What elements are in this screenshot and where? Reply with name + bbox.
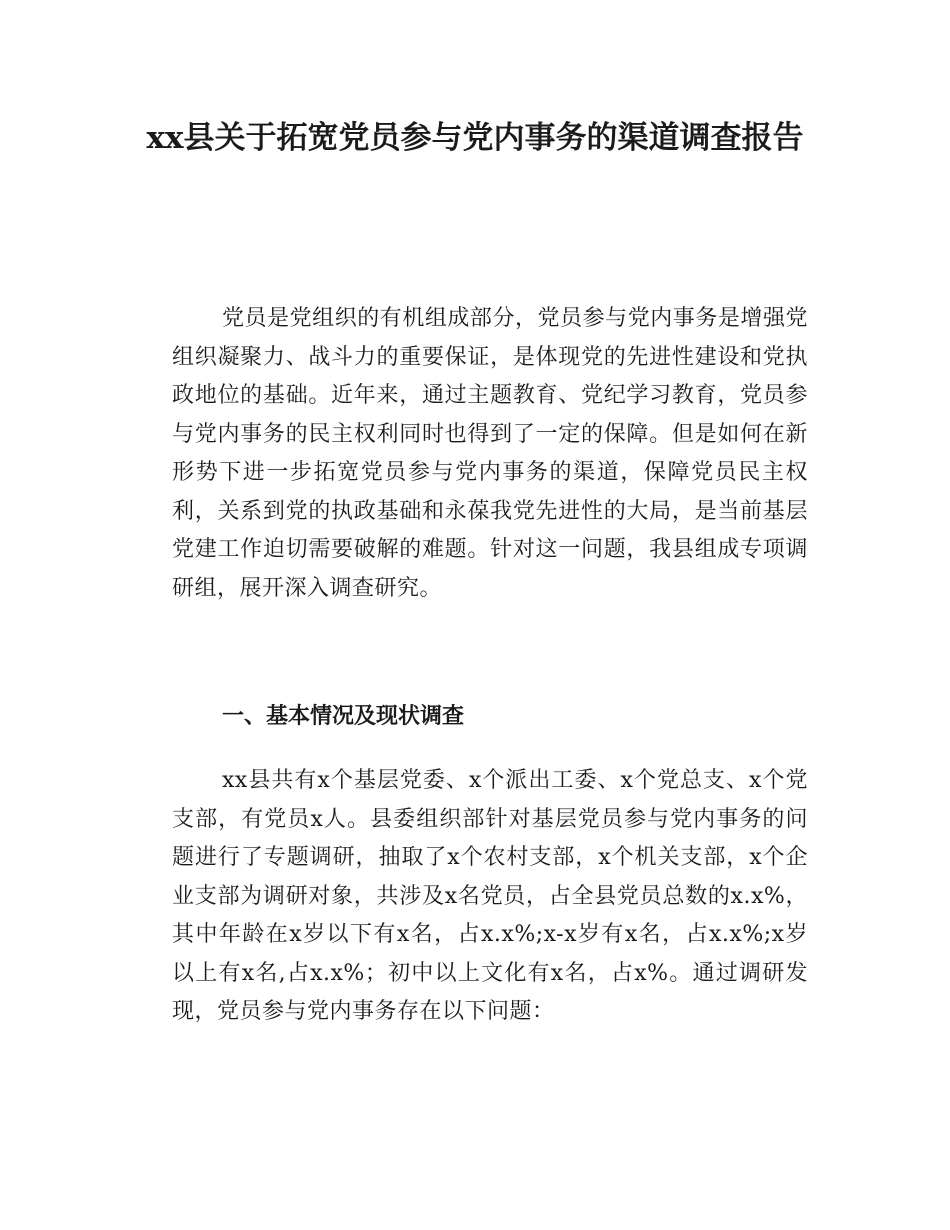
intro-paragraph: 党员是党组织的有机组成部分，党员参与党内事务是增强党组织凝聚力、战斗力的重要保证，是体现党的先进性建设和党执政地位的基础。近年来，通过主题教育、党纪学习教育，党员参与党内事务的民主权利同时也得到了一定的保障。但是如何在新形势下进一步拓宽党员参与党内事务的渠道，保障党员民主权利，关系到党的执政基础和永葆我党先进性的大局，是当前基层党建工作迫切需要破解的难题。针对这一问题，我县组成专项调研组，展开深入调查研究。 [172, 306, 808, 601]
document-title: xx县关于拓宽党员参与党内事务的渠道调查报告 [146, 120, 804, 156]
situation-paragraph: xx县共有x个基层党委、x个派出工委、x个党总支、x个党支部，有党员x人。县委组织部针对基层党员参与党内事务的问题进行了专题调研，抽取了x个农村支部，x个机关支部，x个企业支部为调研对象，共涉及x名党员，占全县党员总数的x.x%，其中年龄在x岁以下有x名，占x.x%;x-x岁有x名，占x.x%;x岁以上有x名,占x.x%；初中以上文化有x名，占x%。通过调研发现，党员参与党内事务存在以下问题： [172, 768, 808, 1024]
section-heading: 一、基本情况及现状调查 [222, 704, 465, 729]
